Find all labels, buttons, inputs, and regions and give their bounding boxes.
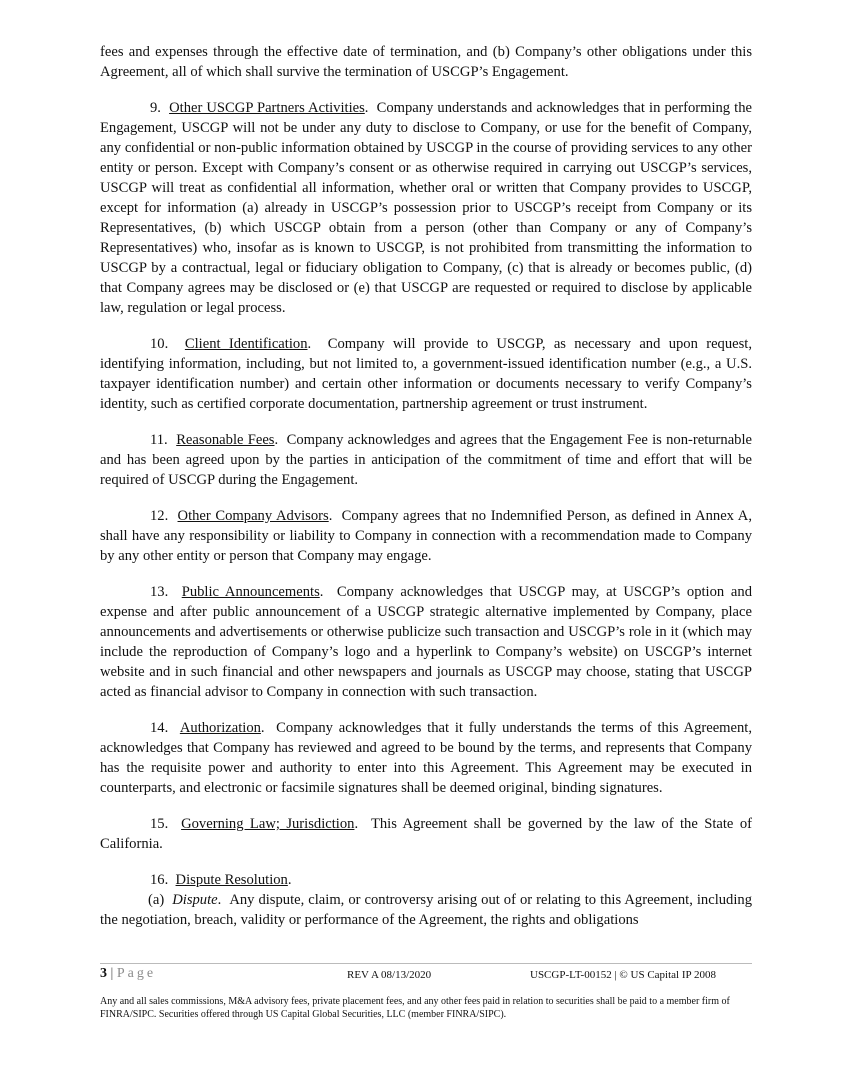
section-title: Other USCGP Partners Activities [169, 100, 365, 116]
section-number: 16. [150, 872, 169, 888]
section-number: 15. [150, 816, 169, 832]
section-16: 16. Dispute Resolution. [150, 872, 292, 888]
section-number: 9. [150, 100, 161, 116]
section-14: 14. Authorization. Company acknowledges that it fully understands the terms of this Agreement, acknowledges that Company has reviewed and agreed to be bound by the terms, and represents that Company has the requisite power and authority to enter into this Agreement. This Agreement may be executed in counterparts, and electronic or facsimile signatures shall be deemed original, binding signatures. [100, 720, 753, 796]
section-body: Company understands and acknowledges that in performing the Engagement, USCGP will not be under any duty to disclose to Company, or use for the benefit of Company, any confidential or non-public information obtained by USCGP in the course of providing services to any other entity or person. Except with Company’s consent or as otherwise required in carrying out USCGP’s services, USCGP will treat as confidential all information, whether oral or written that Company provides to USCGP, except for information (a) already in USCGP’s possession prior to USCGP’s receipt from Company or its Representatives, (b) which USCGP obtain from a person (other than Company or any of Company’s Representatives) who, insofar as is known to USCGP, is not prohibited from transmitting the information to USCGP by a contractual, legal or fiduciary obligation to Company, (c) that is already or becomes public, (d) that Company agrees may be disclosed or (e) that USCGP are requested or required to disclose by applicable law, regulation or legal process. [100, 100, 752, 316]
section-title: Public Announcements [181, 584, 320, 600]
section-title: Authorization [179, 720, 261, 736]
document-body [100, 42, 752, 930]
page-word: Page [116, 966, 157, 981]
page-footer [100, 963, 752, 990]
revision-label: REV A 08/13/2020 [347, 969, 432, 981]
section-number: 13. [150, 584, 169, 600]
section-title: Client Identification [184, 336, 308, 352]
intro-paragraph: fees and expenses through the effective date of termination, and (b) Company’s other obligations under this Agreement, all of which shall survive the termination of USCGP’s Engagement. [100, 44, 752, 80]
subsection-body: Any dispute, claim, or controversy arising out of or relating to this Agreement, including the negotiation, breach, validity or performance of the Agreement, the rights and obligations [100, 892, 752, 928]
subsection-a: (a) Dispute. Any dispute, claim, or controversy arising out of or relating to this Agreement, including the negotiation, breach, validity or performance of the Agreement, the rights and obligations [100, 892, 752, 928]
section-body: Company agrees that no Indemnified Person, as defined in Annex A, shall have any responsibility or liability to Company in connection with a recommendation made to Company by any other entity or person that Company may engage. [100, 508, 752, 564]
section-body: Company acknowledges and agrees that the Engagement Fee is non-returnable and has been agreed upon by the parties in anticipation of the commitment of time and effort that will be required of USCGP during the Engagement. [100, 432, 753, 488]
subsection-label: (a) [148, 892, 165, 908]
page-separator: | [110, 966, 114, 981]
section-number: 10. [150, 336, 169, 352]
section-body: Company acknowledges that it fully understands the terms of this Agreement, acknowledges that Company has reviewed and agreed to be bound by the terms, and represents that Company has the requisite power and authority to enter into this Agreement. This Agreement may be executed in counterparts, and electronic or facsimile signatures shall be deemed original, binding signatures. [100, 720, 753, 796]
document-code: USCGP-LT-00152 | © US Capital IP 2008 [530, 969, 716, 981]
section-number: 11. [150, 432, 168, 448]
section-12: 12. Other Company Advisors. Company agrees that no Indemnified Person, as defined in Annex A, shall have any responsibility or liability to Company in connection with a recommendation made to Company by any other entity or person that Company may engage. [100, 508, 752, 564]
section-title: Dispute Resolution [175, 872, 288, 888]
page-number: 3 [100, 966, 107, 981]
section-11: 11. Reasonable Fees. Company acknowledges and agrees that the Engagement Fee is non-returnable and has been agreed upon by the parties in anticipation of the commitment of time and effort that will be required of USCGP during the Engagement. [100, 432, 753, 488]
section-body: Company will provide to USCGP, as necessary and upon request, identifying information, including, but not limited to, a government-issued identification number (e.g., a U.S. taxpayer identification number) and certain other information or documents necessary to verify Company’s identity, such as certified corporate documentation, partnership agreement or trust instrument. [100, 336, 753, 412]
section-body: This Agreement shall be governed by the law of the State of California. [100, 816, 752, 852]
section-number: 12. [150, 508, 169, 524]
section-15: 15. Governing Law; Jurisdiction. This Agreement shall be governed by the law of the State of California. [100, 816, 752, 852]
section-9: 9. Other USCGP Partners Activities. Company understands and acknowledges that in performing the Engagement, USCGP will not be under any duty to disclose to Company, or use for the benefit of Company, any confidential or non-public information obtained by USCGP in the course of providing services to any other entity or person. Except with Company’s consent or as otherwise required in carrying out USCGP’s services, USCGP will treat as confidential all information, whether oral or written that Company provides to USCGP, except for information (a) already in USCGP’s possession prior to USCGP’s receipt from Company or its Representatives, (b) which USCGP obtain from a person (other than Company or any of Company’s Representatives) who, insofar as is known to USCGP, is not prohibited from transmitting the information to USCGP by a contractual, legal or fiduciary obligation to Company, (c) that is already or becomes public, (d) that Company agrees may be disclosed or (e) that USCGP are requested or required to disclose by applicable law, regulation or legal process. [100, 100, 752, 316]
finra-disclaimer: Any and all sales commissions, M&A advisory fees, private placement fees, and any other fees paid in relation to securities shall be paid to a member firm of FINRA/SIPC. Securities offered through US Capital Global Securities, LLC (member FINRA/SIPC). [100, 996, 730, 1020]
page-indicator [100, 966, 156, 982]
section-13: 13. Public Announcements. Company acknowledges that USCGP may, at USCGP’s option and expense and after public announcement of a USCGP strategic alternative implemented by Company, place announcements and advertisements or otherwise publicize such transaction and USCGP’s role in it (which may include the reproduction of Company’s logo and a hyperlink to Company’s website) on USCGP’s internet website and in such financial and other newspapers and journals as USCGP may choose, stating that USCGP acted as financial advisor to Company in connection with such transaction. [100, 584, 752, 700]
subsection-title: Dispute [172, 892, 218, 908]
section-title: Governing Law; Jurisdiction [181, 816, 355, 832]
section-body: Company acknowledges that USCGP may, at USCGP’s option and expense and after public announcement of a USCGP strategic alternative implemented by Company, place announcements and advertisements or otherwise publicize such transaction and USCGP’s role in it (which may include the reproduction of Company’s logo and a hyperlink to Company’s website) on USCGP’s internet website and in such financial and other newspapers and journals as USCGP may choose, stating that USCGP acted as financial advisor to Company in connection with such transaction. [100, 584, 752, 700]
section-title: Reasonable Fees [176, 432, 275, 448]
section-title: Other Company Advisors [177, 508, 329, 524]
section-10: 10. Client Identification. Company will provide to USCGP, as necessary and upon request, identifying information, including, but not limited to, a government-issued identification number (e.g., a U.S. taxpayer identification number) and certain other information or documents necessary to verify Company’s identity, such as certified corporate documentation, partnership agreement or trust instrument. [100, 336, 753, 412]
section-number: 14. [150, 720, 169, 736]
